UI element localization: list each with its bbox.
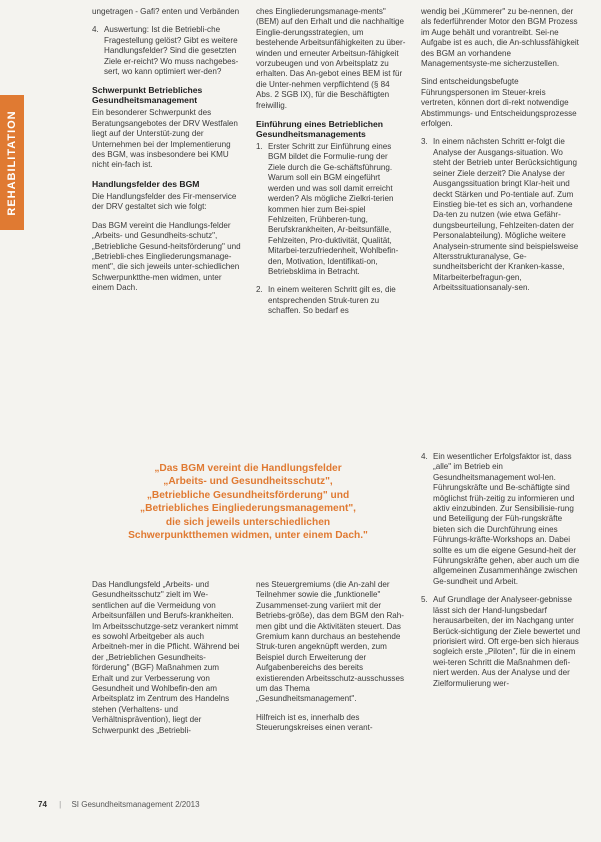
step-4-evaluation xyxy=(92,25,242,77)
step-text: Auf Grundlage der Analyseer-gebnisse lässt sich der Hand-lungsbedarf herausarbeiten, der im Nachgang unter Berück-sichtigung der Ziele bewertet und priorisiert wird. Oft erge-ben sich hieraus sogleich erste „Piloten", für die in einem wei-teren Schritt die Maßnahmen defi-niert werden. Aus der Analyse und der Zielformulierung wer- xyxy=(433,595,581,688)
heading-handlungsfelder: Handlungsfelder des BGM xyxy=(92,178,200,189)
pull-quote-line: die sich jeweils unterschiedlichen xyxy=(165,516,331,528)
step-number: 5. xyxy=(421,595,428,605)
heading-einfuehrung: Einführung eines Betrieblichen Gesundheitsmanagements xyxy=(256,119,384,140)
step-2-structures xyxy=(256,285,406,316)
pull-quote-line: Schwerpunktthemen widmen, unter einem Dach." xyxy=(128,530,368,542)
paragraph-bem: ches Eingliederungsmanage-ments" (BEM) auf den Erhalt und die nachhaltige Einglie-derungsstrategien, um bestehende Arbeitsunfähigkeiten zu über-winden und erneuter Arbeitsun-fähigkeit vorzubeugen und von Arbeitsplatz zu erhalten. Das An-gebot eines BEM ist für die Unter-nehmen verpflichtend (§ 84 Abs. 2 SGB IX), für die Beschäftigten freiwillig. xyxy=(256,7,406,110)
pull-quote-line: „Arbeits- und Gesundheitsschutz", xyxy=(163,476,333,488)
page-footer xyxy=(38,800,200,809)
paragraph-kuemmerer: wendig bei „Kümmerer" zu be-nennen, der als federführender Motor den BGM Prozess im Auge behält und vorantreibt. Sei-ne Aufgabe ist es auch, die An-schlussfähigkeit des BGM an vorhandene Managementsyste-me sicherzustellen. xyxy=(421,7,579,69)
column-2-bottom xyxy=(256,580,406,742)
paragraph-steuergremium: nes Steuergremiums (die An-zahl der Teilnehmer sowie die „funktionelle" Zusammenset-zung variiert mit der Betriebs-größe), das dem BGM den Rah-men gibt und die Aktivitäten steuert. Das Gremium kann durchaus an bestehende Struk-turen angeknüpft werden, zum Beispiel durch Erweiterung der Aufgabenbereichs des bereits existierenden Arbeitsschutz-ausschusses um das Thema „Gesundheitsmanagement". xyxy=(256,580,405,704)
paragraph-steuerungskreis: Hilfreich ist es, innerhalb des Steuerungskreises einen verant- xyxy=(256,712,373,733)
step-3-analysis xyxy=(421,137,581,293)
section-side-tab xyxy=(0,95,24,230)
paragraph-schwerpunkt: Ein besonderer Schwerpunkt des Beratungsangebotes der DRV Westfalen liegt auf der Unterstüt-zung der Unternehmen bei der Implementierung des BGM, was insbesondere bei KMU nicht ein-fach ist. xyxy=(92,108,238,170)
section-side-tab-label: REHABILITATION xyxy=(6,109,18,216)
heading-schwerpunkt: Schwerpunkt Betriebliches Gesundheitsmanagement xyxy=(92,85,203,106)
step-text: Erster Schritt zur Einführung eines BGM bildet die Formulie-rung der Ziele durch die Ge-schäftsführung. Warum soll ein BGM eingeführt werden und was soll damit erreicht werden? Als mögliche Zielkri-terien kommen hier zum Bei-spiel Fehlzeiten, Frühberen-tung, Berufskrankheiten, Ar-beitsunfälle, Fehlzeiten, Pro-duktivität, Qualität, Mitarbei-terzufriedenheit, Wohlbefin-den, Motivation, Identifikati-on, Betriebsklima in Betracht. xyxy=(268,142,399,276)
step-5-action xyxy=(421,595,581,689)
pull-quote-line: „Betriebliche Gesundheitsförderung" und xyxy=(146,489,350,501)
column-3-top xyxy=(421,7,581,302)
column-1-top xyxy=(92,7,242,302)
step-number: 3. xyxy=(421,137,428,147)
column-2-top xyxy=(256,7,406,325)
publication-name: SI Gesundheitsmanagement 2/2013 xyxy=(71,800,200,809)
col1-continuation: ungetragen - Gafi? enten und Verbänden xyxy=(92,7,240,16)
column-3-bottom xyxy=(421,452,581,697)
step-text: Auswertung: Ist die Betriebli-che Fragestellung gelöst? Gibt es weitere Handlungsfelder? Sind die gesetzten Ziele er-reicht? Wo muss nachgebes-sert, wo kann optimiert wer-den? xyxy=(104,25,239,77)
paragraph-handlungsfelder-2: Das BGM vereint die Handlungs-felder „Arbeits- und Gesundheits-schutz", „Betriebliche Gesund-heitsförderung" und „Betriebli-ches Eingliederungsmanage-ment", die sich jeweils unter-schiedlichen Schwerpunktthe-men widmen, unter einem Dach. xyxy=(92,220,241,293)
step-number: 1. xyxy=(256,142,263,152)
step-number: 4. xyxy=(421,452,428,461)
pull-quote-line: „Das BGM vereint die Handlungsfelder xyxy=(154,463,342,474)
page-number: 74 xyxy=(38,800,47,809)
footer-separator: | xyxy=(59,800,62,809)
paragraph-handlungsfelder-1: Die Handlungsfelder des Fir-menservice der DRV gestaltet sich wie folgt: xyxy=(92,191,237,212)
paragraph-fuehrung: Sind entscheidungsbefugte Führungspersonen im Steuer-kreis vertreten, können dort di-rekt notwendige Abstimmungs- und Entscheidungsprozesse erfolgen. xyxy=(421,77,577,129)
pull-quote xyxy=(98,462,398,542)
step-4-involvement xyxy=(421,452,581,587)
paragraph-arbeitsschutz: Das Handlungsfeld „Arbeits- und Gesundheitsschutz" zielt im We-sentlichen auf die Vermeidung von Arbeitsunfällen und Berufs-krankheiten. Im Arbeitsschutzge-setz verankert nimmt es sowohl Arbeitgeber als auch Arbeitneh-mer in die Pflicht. Während bei der „Betrieblichen Gesundheits-förderung" (BGF) Maßnahmen zum Erhalt und zur Verbesserung von Gesundheit und Wohlbefin-den am Arbeitsplatz im Zentrum des Handelns stehen (Verhaltens- und Verhältnisprävention), liegt der Schwerpunkt des „Betriebli- xyxy=(92,580,240,735)
step-number: 4. xyxy=(92,25,99,35)
step-text: Ein wesentlicher Erfolgsfaktor ist, dass „alle" im Betrieb ein Gesundheitsmanagement wol-len. Führungskräfte und Be-schäftigte sind möglichst früh-zeitig zu informieren und aktiv einzubinden. Zur Sensibilisie-rung und Beteiligung der Füh-rungskräfte bieten sich die Durchführung eines Führungs-kräfte-Workshops an. Dabei sollte es um die eigene Gesund-heit der Führungskräfte gehen, aber auch um die allgemeinen Zusammenhänge zwischen Ge-sundheit und Arbeit. xyxy=(433,452,580,586)
step-1-goals xyxy=(256,142,406,277)
step-text: In einem nächsten Schritt er-folgt die Analyse der Ausgangs-situation. Wo steht der Betrieb unter Berücksichtigung seiner Ziele derzeit? Die Analyse der Ausgangssituation bringt Klar-heit und deckt Stärken und Po-tentiale auf. Zum Einstieg bie-tet es sich an, vorhandene Da-ten zu nutzen (wie etwa Gefähr-dungsbeurteilung, Fehlzeiten-daten der Personalabteilung). Mögliche weitere Analysein-strumente sind beispielsweise Altersstrukturanalyse, Ge-sundheitsbericht der Kranken-kasse, Mitarbeiterbefragun-gen, Arbeitssituationsanaly-sen. xyxy=(433,137,579,293)
step-number: 2. xyxy=(256,285,263,295)
step-text: In einem weiteren Schritt gilt es, die entsprechenden Struk-turen zu schaffen. So bedarf es xyxy=(268,285,396,316)
column-1-bottom xyxy=(92,580,242,744)
pull-quote-line: „Betriebliches Eingliederungsmanagement", xyxy=(140,503,356,515)
